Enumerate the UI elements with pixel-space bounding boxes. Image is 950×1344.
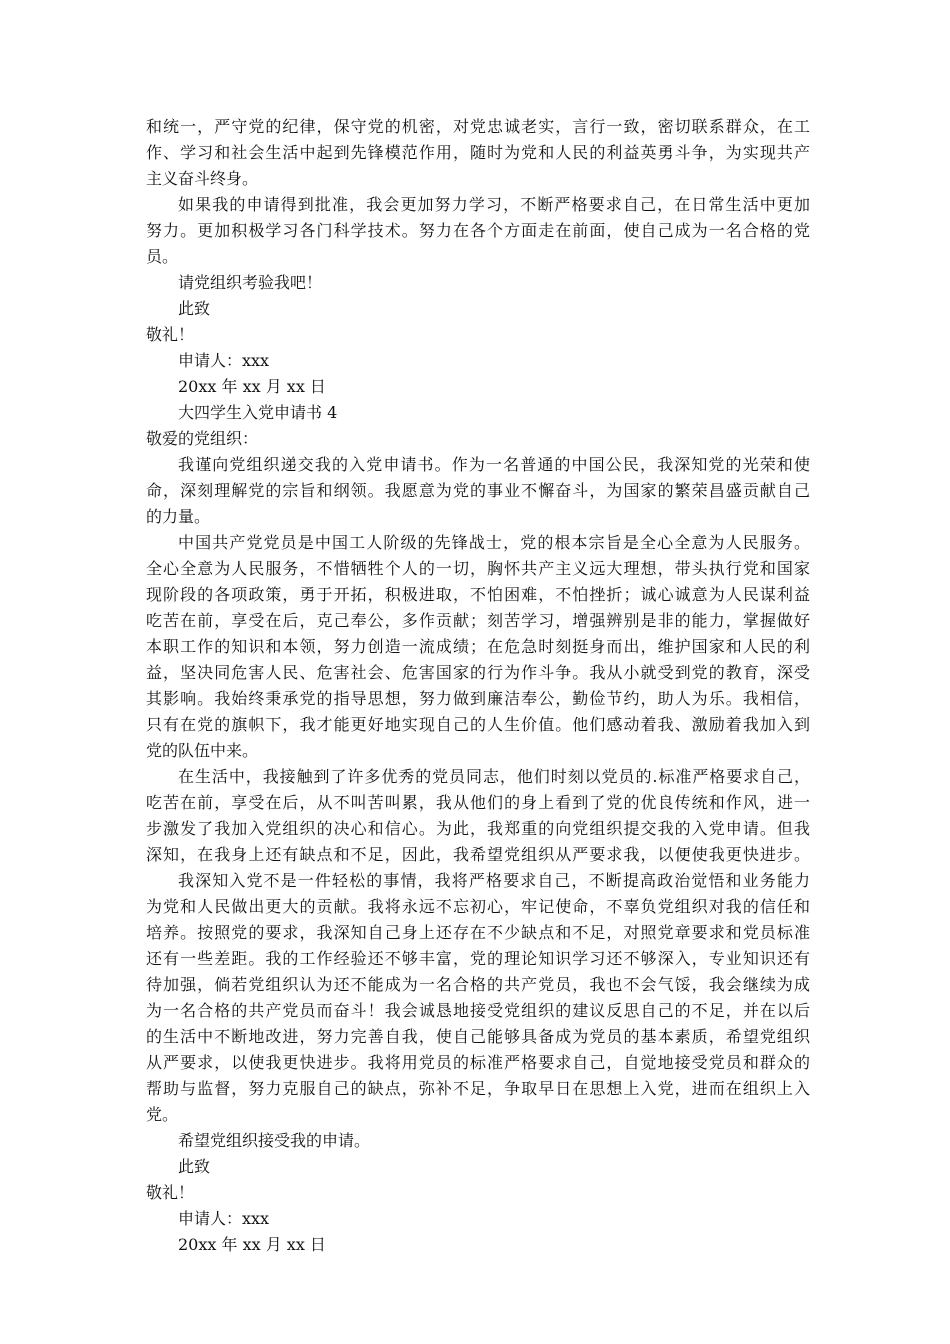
text-line: 步激发了我加入党组织的决心和信心。为此，我郑重的向党组织提交我的入党申请。但我 bbox=[146, 819, 810, 838]
text-line: 的生活中不断地改进，努力完善自我，使自己能够具备成为党员的基本素质，希望党组织 bbox=[146, 1027, 810, 1046]
text-line: 现阶段的各项政策，勇于开拓，积极进取，不怕困难，不怕挫折；诚心诚意为人民谋利益 bbox=[146, 585, 810, 604]
text-line: 吃苦在前，享受在后，克己奉公，多作贡献；刻苦学习，增强辨别是非的能力，掌握做好 bbox=[146, 611, 810, 630]
text-line: 益，坚决同危害人民、危害社会、危害国家的行为作斗争。我从小就受到党的教育，深受 bbox=[146, 663, 810, 682]
text-line: 为一名合格的共产党员而奋斗！我会诚恳地接受党组织的建议反思自己的不足，并在以后 bbox=[146, 1001, 810, 1020]
text-line: 希望党组织接受我的申请。 bbox=[178, 1131, 371, 1150]
text-line: 20xx 年 xx 月 xx 日 bbox=[178, 377, 326, 396]
text-line: 还有一些差距。我的工作经验还不够丰富，党的理论知识学习还不够深入，专业知识还有 bbox=[146, 949, 810, 968]
text-line: 申请人：xxx bbox=[178, 1209, 270, 1228]
text-line: 此致 bbox=[178, 299, 211, 318]
text-line: 我深知入党不是一件轻松的事情，我将严格要求自己，不断提高政治觉悟和业务能力 bbox=[178, 871, 810, 890]
text-line: 员。 bbox=[146, 247, 179, 266]
text-line: 从严要求，以使我更快进步。我将用党员的标准严格要求自己，自觉地接受党员和群众的 bbox=[146, 1053, 810, 1072]
text-line: 在生活中，我接触到了许多优秀的党员同志，他们时刻以党员的.标准严格要求自己， bbox=[178, 767, 810, 786]
text-line: 申请人：xxx bbox=[178, 351, 270, 370]
text-line: 本职工作的知识和本领，努力创造一流成绩；在危急时刻挺身而出，维护国家和人民的利 bbox=[146, 637, 810, 656]
text-line: 的力量。 bbox=[146, 507, 211, 526]
text-line: 请党组织考验我吧！ bbox=[178, 273, 323, 292]
text-line: 为党和人民做出更大的贡献。我将永远不忘初心，牢记使命，不辜负党组织对我的信任和 bbox=[146, 897, 810, 916]
text-line: 敬爱的党组织： bbox=[146, 429, 259, 448]
text-line: 培养。按照党的要求，我深知自己身上还存在不少缺点和不足，对照党章要求和党员标准 bbox=[146, 923, 810, 942]
text-line: 主义奋斗终身。 bbox=[146, 169, 259, 188]
text-line: 帮助与监督，努力克服自己的缺点，弥补不足，争取早日在思想上入党，进而在组织上入 bbox=[146, 1079, 810, 1098]
text-line: 作、学习和社会生活中起到先锋模范作用，随时为党和人民的利益英勇斗争，为实现共产 bbox=[146, 143, 810, 162]
text-line: 努力。更加积极学习各门科学技术。努力在各个方面走在前面，使自己成为一名合格的党 bbox=[146, 221, 810, 240]
text-line: 和统一，严守党的纪律，保守党的机密，对党忠诚老实，言行一致，密切联系群众，在工 bbox=[146, 117, 810, 136]
text-line: 命，深刻理解党的宗旨和纲领。我愿意为党的事业不懈奋斗，为国家的繁荣昌盛贡献自己 bbox=[146, 481, 810, 500]
text-line: 全心全意为人民服务，不惜牺牲个人的一切，胸怀共产主义远大理想，带头执行党和国家 bbox=[146, 559, 810, 578]
text-line: 深知，在我身上还有缺点和不足，因此，我希望党组织从严要求我，以便使我更快进步。 bbox=[146, 845, 810, 864]
text-line: 党的队伍中来。 bbox=[146, 741, 259, 760]
text-line: 敬礼！ bbox=[146, 325, 195, 344]
text-line: 敬礼！ bbox=[146, 1183, 195, 1202]
text-line: 中国共产党党员是中国工人阶级的先锋战士，党的根本宗旨是全心全意为人民服务。 bbox=[178, 533, 810, 552]
document-body bbox=[146, 114, 810, 1258]
text-line: 大四学生入党申请书 4 bbox=[178, 403, 338, 422]
text-line: 待加强，倘若党组织认为还不能成为一名合格的共产党员，我也不会气馁，我会继续为成 bbox=[146, 975, 810, 994]
text-line: 吃苦在前，享受在后，从不叫苦叫累，我从他们的身上看到了党的优良传统和作风，进一 bbox=[146, 793, 810, 812]
text-line: 此致 bbox=[178, 1157, 211, 1176]
text-line: 党。 bbox=[146, 1105, 179, 1124]
text-line: 如果我的申请得到批准，我会更加努力学习，不断严格要求自己，在日常生活中更加 bbox=[178, 195, 810, 214]
text-line: 只有在党的旗帜下，我才能更好地实现自己的人生价值。他们感动着我、激励着我加入到 bbox=[146, 715, 810, 734]
text-line: 我谨向党组织递交我的入党申请书。作为一名普通的中国公民，我深知党的光荣和使 bbox=[178, 455, 810, 474]
text-line: 其影响。我始终秉承党的指导思想，努力做到廉洁奉公，勤俭节约，助人为乐。我相信， bbox=[146, 689, 810, 708]
text-line: 20xx 年 xx 月 xx 日 bbox=[178, 1235, 326, 1254]
